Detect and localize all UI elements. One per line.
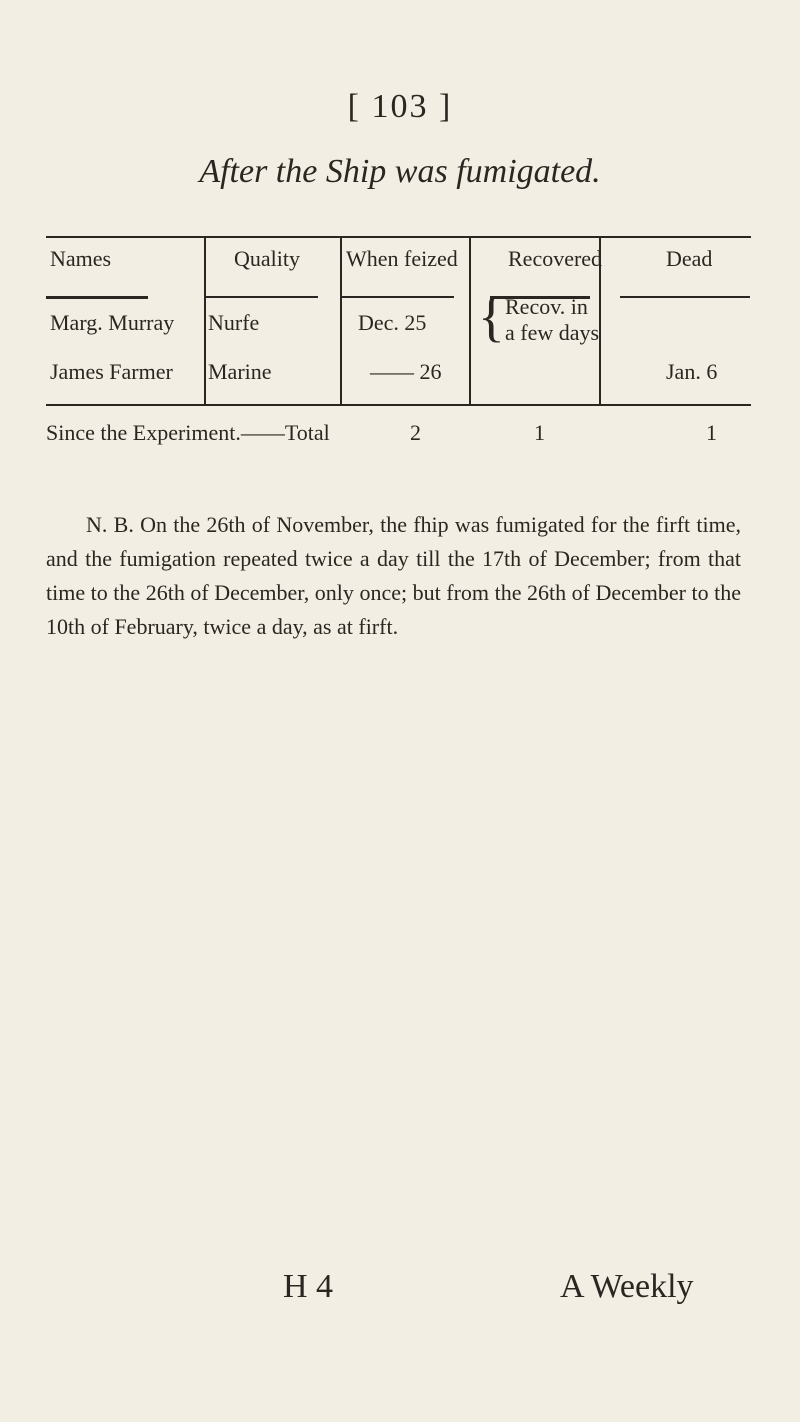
header-quality: Quality [234,246,300,271]
column-divider [204,238,206,404]
cell-recovered-line1: Recov. in [505,294,588,319]
column-divider [469,238,471,404]
cell-quality: Marine [208,359,272,384]
header-underline [206,296,318,298]
note [46,508,741,644]
signature-mark: H 4 [283,1268,334,1305]
brace-icon: { [478,286,505,348]
note-text: N. B. On the 26th of November, the fhip was fumigated for the firft time, and the fumigation repeated twice a day till the 17th of December; from that time to the 26th of December, only once; but from the 26th of December to the 10th of February, twice a day, as at firft. [46,512,741,639]
total-recovered: 1 [534,420,545,445]
header-names: Names [50,246,112,271]
header-dead: Dead [666,246,713,271]
cell-name: Marg. Murray [50,310,175,335]
cell-when: —— 26 [370,359,442,384]
totals-label: Since the Experiment.——Total [46,420,330,445]
total-dead: 1 [706,420,717,445]
column-divider [340,238,342,404]
cell-dead: Jan. 6 [666,359,718,384]
page-title: After the Ship was fumigated. [199,153,601,190]
header-when: When feized [346,246,458,271]
header-underline [620,296,750,298]
header-underline [342,296,454,298]
cell-name: James Farmer [50,359,173,384]
cell-when: Dec. 25 [358,310,427,335]
table-bottom-rule [46,404,751,406]
total-when: 2 [410,420,421,445]
cell-quality: Nurfe [208,310,260,335]
table-top-rule [46,236,751,238]
catchword: A Weekly [560,1268,694,1305]
header-underline [46,296,148,299]
page-number: [ 103 ] [347,88,453,125]
header-recovered: Recovered [508,246,603,271]
cell-recovered-line2: a few days [505,320,600,345]
